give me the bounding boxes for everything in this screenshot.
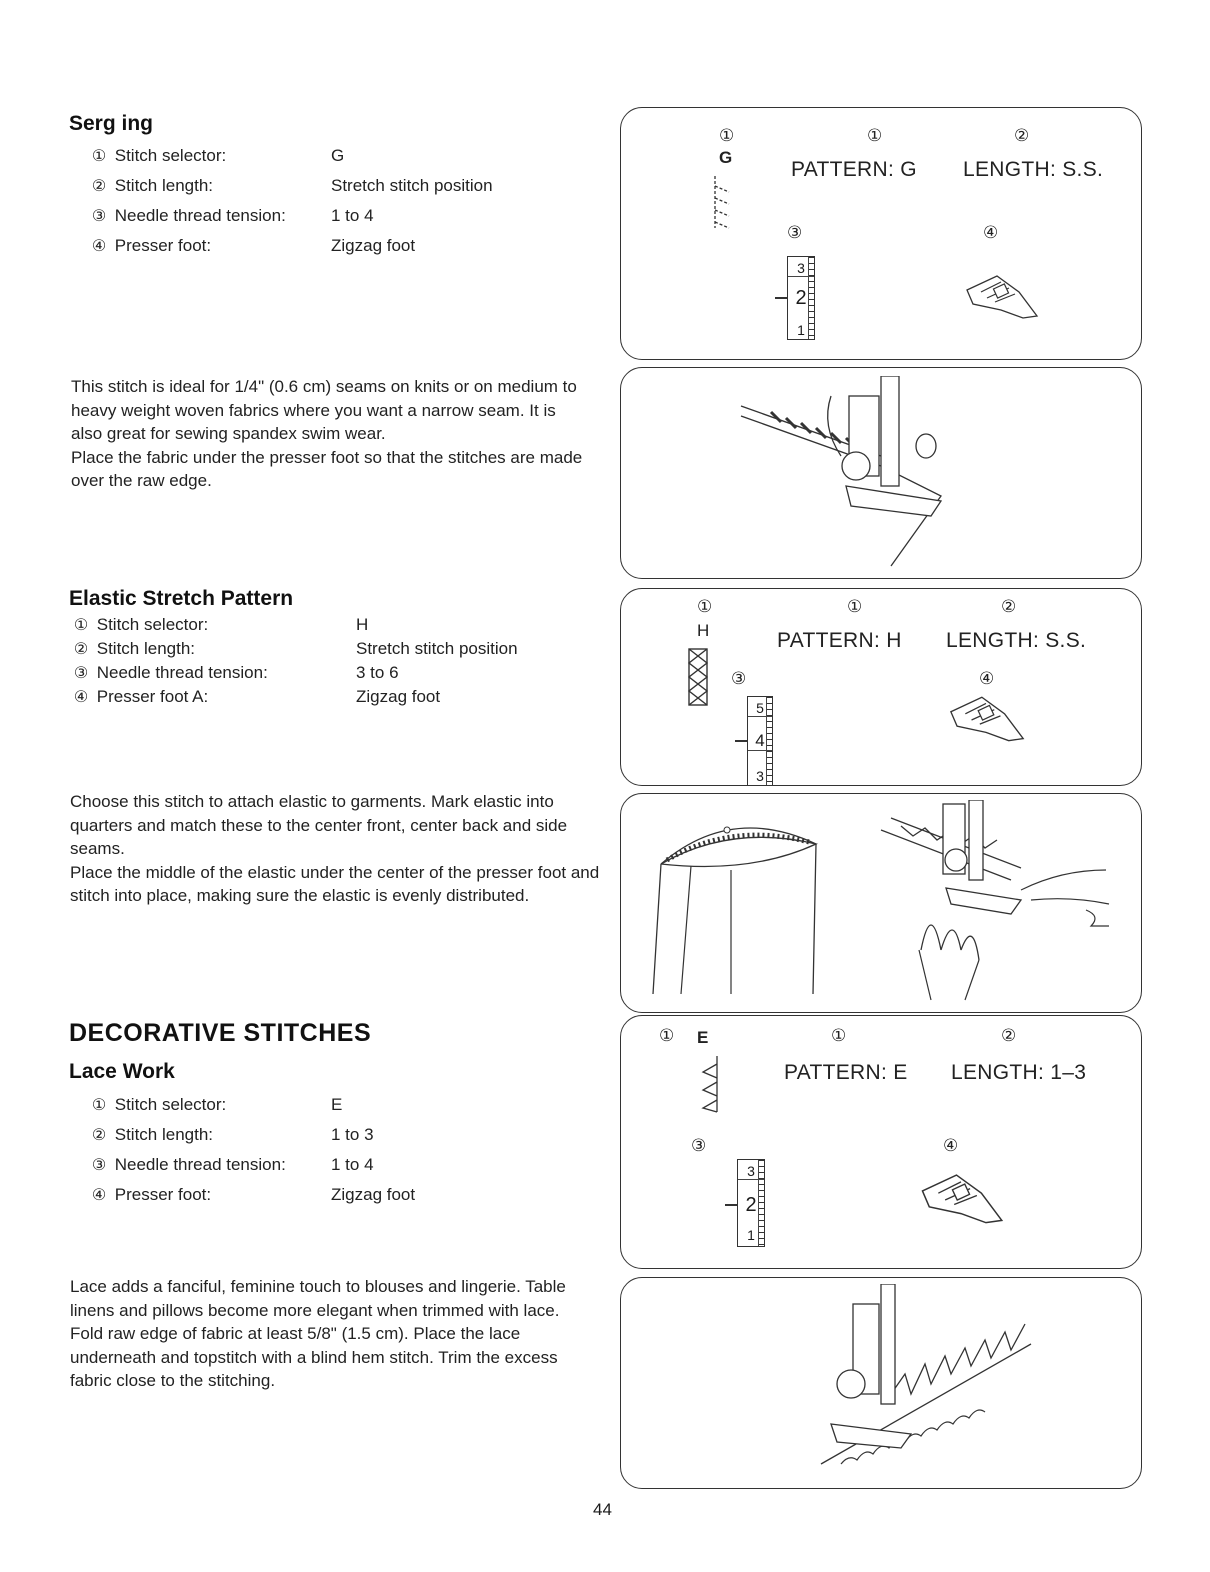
- dial-current-value: 2: [795, 287, 807, 309]
- serging-spec-list: [88, 141, 568, 261]
- dial-ticks: [808, 257, 814, 339]
- foot-number: ④: [979, 669, 995, 688]
- spec-value: H: [356, 615, 369, 634]
- foot-number: ④: [943, 1136, 959, 1155]
- spec-value: 1 to 3: [331, 1125, 374, 1144]
- spec-row: [88, 201, 568, 231]
- dial-value: 1: [747, 1227, 755, 1243]
- spec-value: Zigzag foot: [331, 236, 416, 255]
- spec-number: ③: [73, 665, 89, 682]
- spec-number: ①: [91, 1097, 107, 1114]
- spec-label: Needle thread tension:: [114, 206, 286, 225]
- zigzag-foot-icon: [941, 689, 1031, 751]
- foot-number: ④: [983, 223, 999, 242]
- spec-label: Needle thread tension:: [114, 1155, 286, 1174]
- lace-illustration-panel: [620, 1277, 1142, 1489]
- spec-label: Stitch selector:: [114, 1095, 227, 1114]
- dial-ticks: [758, 1160, 764, 1246]
- elastic-heading: Elastic Stretch Pattern: [69, 587, 294, 610]
- spec-row: [70, 661, 550, 685]
- spec-value: 1 to 4: [331, 1155, 374, 1174]
- paragraph: Fold raw edge of fabric at least 5/8" (1.5 cm). Place the lace underneath and topstitch with a blind hem stitch. Trim the excess fabric close to the stitching.: [70, 1324, 558, 1390]
- zigzag-foot-icon: [911, 1166, 1011, 1234]
- spec-label: Stitch selector:: [114, 146, 227, 165]
- selector-number: ①: [697, 597, 713, 616]
- dial-value: 1: [797, 322, 805, 338]
- spec-number: ④: [91, 1187, 107, 1204]
- lace-work-heading: Lace Work: [69, 1060, 175, 1083]
- serging-description: [71, 375, 591, 493]
- sewing-hands-illustration: [861, 800, 1131, 1005]
- stitch-symbol-icon: [699, 1054, 723, 1114]
- selector-letter: G: [719, 148, 733, 167]
- selector-number: ①: [659, 1026, 675, 1045]
- pattern-label: PATTERN: H: [777, 629, 902, 652]
- lace-description: [70, 1275, 590, 1393]
- length-number: ②: [1014, 126, 1030, 145]
- spec-row: [88, 1180, 568, 1210]
- paragraph: Place the middle of the elastic under the center of the presser foot and stitch into place, making sure the elastic is evenly distributed.: [70, 862, 600, 905]
- selector-number: ①: [719, 126, 735, 145]
- dial-value: 3: [788, 259, 814, 277]
- dial-value: 5: [748, 699, 772, 717]
- elastic-settings-panel: [620, 588, 1142, 786]
- selector-letter: H: [697, 621, 710, 640]
- tension-number: ③: [691, 1136, 707, 1155]
- spec-row: [70, 685, 550, 709]
- spec-label: Presser foot:: [114, 1185, 212, 1204]
- spec-label: Stitch selector:: [96, 615, 209, 634]
- spec-label: Needle thread tension:: [96, 663, 268, 682]
- page-number: 44: [593, 1500, 612, 1519]
- dial-value: 3: [756, 768, 764, 784]
- length-label: LENGTH: S.S.: [946, 629, 1087, 652]
- paragraph: Choose this stitch to attach elastic to garments. Mark elastic into quarters and match these to the center front, center back and side seams.: [70, 792, 568, 858]
- spec-label: Presser foot:: [114, 236, 212, 255]
- dial-ticks: [766, 697, 772, 785]
- spec-label: Stitch length:: [114, 1125, 214, 1144]
- sewing-machine-foot-illustration: [731, 376, 1051, 576]
- stitch-symbol-icon: [687, 647, 709, 707]
- spec-value: Zigzag foot: [331, 1185, 416, 1204]
- spec-label: Stitch length:: [96, 639, 196, 658]
- serging-settings-panel: [620, 107, 1142, 360]
- spec-number: ③: [91, 1157, 107, 1174]
- spec-label: Stitch length:: [114, 176, 214, 195]
- serging-heading: Serg ing: [69, 112, 154, 135]
- spec-row: [88, 231, 568, 261]
- selector-letter: E: [697, 1028, 709, 1047]
- paragraph: Place the fabric under the presser foot so that the stitches are made over the raw edge.: [71, 447, 583, 490]
- dial-marker: [775, 297, 787, 299]
- spec-number: ②: [73, 641, 89, 658]
- spec-row: [88, 1090, 568, 1120]
- dial-marker: [725, 1204, 737, 1206]
- spec-number: ②: [91, 178, 107, 195]
- lace-sewing-illustration: [801, 1284, 1061, 1484]
- spec-value: 1 to 4: [331, 206, 374, 225]
- tension-dial: [737, 1159, 765, 1247]
- elastic-description: [70, 790, 600, 908]
- decorative-stitches-heading: DECORATIVE STITCHES: [69, 1019, 372, 1047]
- dial-marker: [735, 740, 747, 742]
- spec-row: [88, 141, 568, 171]
- spec-value: G: [331, 146, 345, 165]
- elastic-waistband-illustration: [631, 804, 841, 1004]
- spec-number: ①: [73, 617, 89, 634]
- pattern-number: ①: [867, 126, 883, 145]
- length-number: ②: [1001, 597, 1017, 616]
- pattern-label: PATTERN: E: [784, 1061, 908, 1084]
- elastic-spec-list: [70, 613, 550, 709]
- length-label: LENGTH: 1–3: [951, 1061, 1087, 1084]
- tension-number: ③: [787, 223, 803, 242]
- spec-value: Zigzag foot: [356, 687, 441, 706]
- pattern-label: PATTERN: G: [791, 158, 917, 181]
- dial-current-value: 2: [745, 1194, 757, 1216]
- spec-value: E: [331, 1095, 343, 1114]
- spec-number: ④: [91, 238, 107, 255]
- zigzag-foot-icon: [961, 268, 1041, 328]
- paragraph: This stitch is ideal for 1/4" (0.6 cm) seams on knits or on medium to heavy weight woven fabrics where you want a narrow seam. It is also great for sewing spandex swim wear.: [71, 377, 577, 443]
- paragraph: Lace adds a fanciful, feminine touch to blouses and lingerie. Table linens and pillows become more elegant when trimmed with lace.: [70, 1277, 566, 1320]
- spec-number: ①: [91, 148, 107, 165]
- spec-number: ②: [91, 1127, 107, 1144]
- spec-number: ④: [73, 689, 89, 706]
- tension-number: ③: [731, 669, 747, 688]
- pattern-number: ①: [831, 1026, 847, 1045]
- spec-row: [70, 613, 550, 637]
- spec-row: [88, 171, 568, 201]
- elastic-illustration-panel: [620, 793, 1142, 1013]
- stitch-symbol-icon: [711, 172, 735, 232]
- lace-spec-list: [88, 1090, 568, 1210]
- spec-row: [88, 1150, 568, 1180]
- dial-value: 3: [738, 1162, 764, 1180]
- length-label: LENGTH: S.S.: [963, 158, 1104, 181]
- tension-dial: [747, 696, 773, 786]
- spec-label: Presser foot A:: [96, 687, 209, 706]
- spec-row: [88, 1120, 568, 1150]
- length-number: ②: [1001, 1026, 1017, 1045]
- spec-value: 3 to 6: [356, 663, 399, 682]
- spec-number: ③: [91, 208, 107, 225]
- tension-dial: [787, 256, 815, 340]
- pattern-number: ①: [847, 597, 863, 616]
- spec-value: Stretch stitch position: [331, 176, 493, 195]
- dial-current-value: 4: [748, 731, 772, 751]
- lace-settings-panel: [620, 1015, 1142, 1269]
- spec-row: [70, 637, 550, 661]
- spec-value: Stretch stitch position: [356, 639, 518, 658]
- serging-illustration-panel: [620, 367, 1142, 579]
